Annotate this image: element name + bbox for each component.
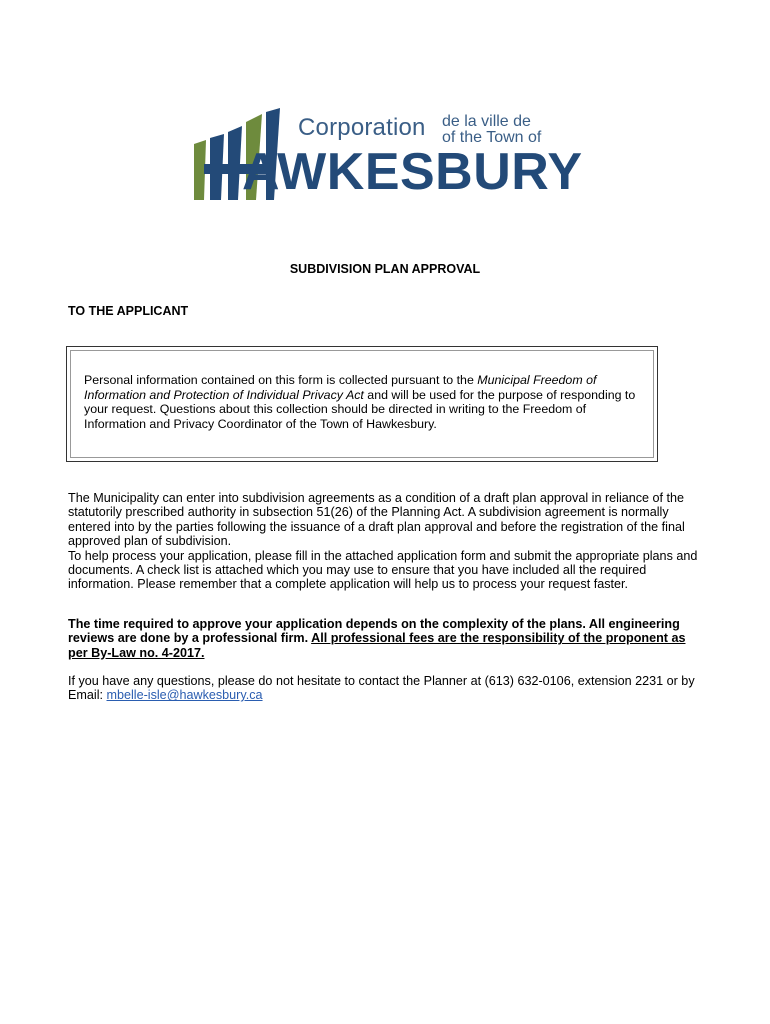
fees-responsibility-text: All professional fees are the responsibility of the proponent as per By-Law no. 4-2017.: [68, 631, 686, 660]
section-heading: TO THE APPLICANT: [68, 304, 189, 318]
agreement-text: The Municipality can enter into subdivision agreements as a condition of a draft plan approval in reliance of the statutorily prescribed authority in subsection 51(26) of the Planning Act. A subdivision agreement is normally entered into by the parties following the issuance of a draft plan approval and before the registration of the final approved plan of subdivision.: [68, 491, 685, 549]
logo-corporation-text: Corporation: [298, 114, 426, 141]
privacy-text-start: Personal information contained on this form is collected pursuant to the: [84, 373, 478, 387]
logo-french-english-text: [442, 114, 541, 146]
timing-text: The time required to approve your application depends on the complexity of the plans. All engineering reviews are done by a professional firm.: [68, 617, 680, 646]
privacy-notice-text: [70, 350, 654, 458]
hawkesbury-logo: [190, 108, 582, 208]
document-title: SUBDIVISION PLAN APPROVAL: [289, 262, 481, 276]
agreement-paragraph: [68, 491, 698, 592]
contact-paragraph: [68, 674, 698, 703]
logo-fr-line: de la ville de: [442, 113, 531, 130]
timing-paragraph: [68, 617, 698, 660]
logo-town-name: AWKESBURY: [242, 143, 583, 201]
contact-text: If you have any questions, please do not hesitate to contact the Planner at (613) 632-0106, extension 2231 or by Email:: [68, 674, 695, 703]
privacy-notice-box: [66, 346, 658, 462]
privacy-text-end: and will be used for the purpose of responding to your request. Questions about this collection should be directed in writing to the Freedom of Information and Privacy Coordinator of the Town of Hawkesbury.: [84, 387, 636, 431]
logo-en-line: of the Town of: [442, 129, 542, 146]
email-link[interactable]: mbelle-isle@hawkesbury.ca: [106, 688, 263, 703]
privacy-act-name: Municipal Freedom of Information and Protection of Individual Privacy Act: [84, 373, 597, 402]
application-instructions-text: To help process your application, please fill in the attached application form and submit the appropriate plans and documents. A check list is attached which you may use to ensure that you have included all the required information. Please remember that a complete application will help us to process your request faster.: [68, 548, 698, 592]
